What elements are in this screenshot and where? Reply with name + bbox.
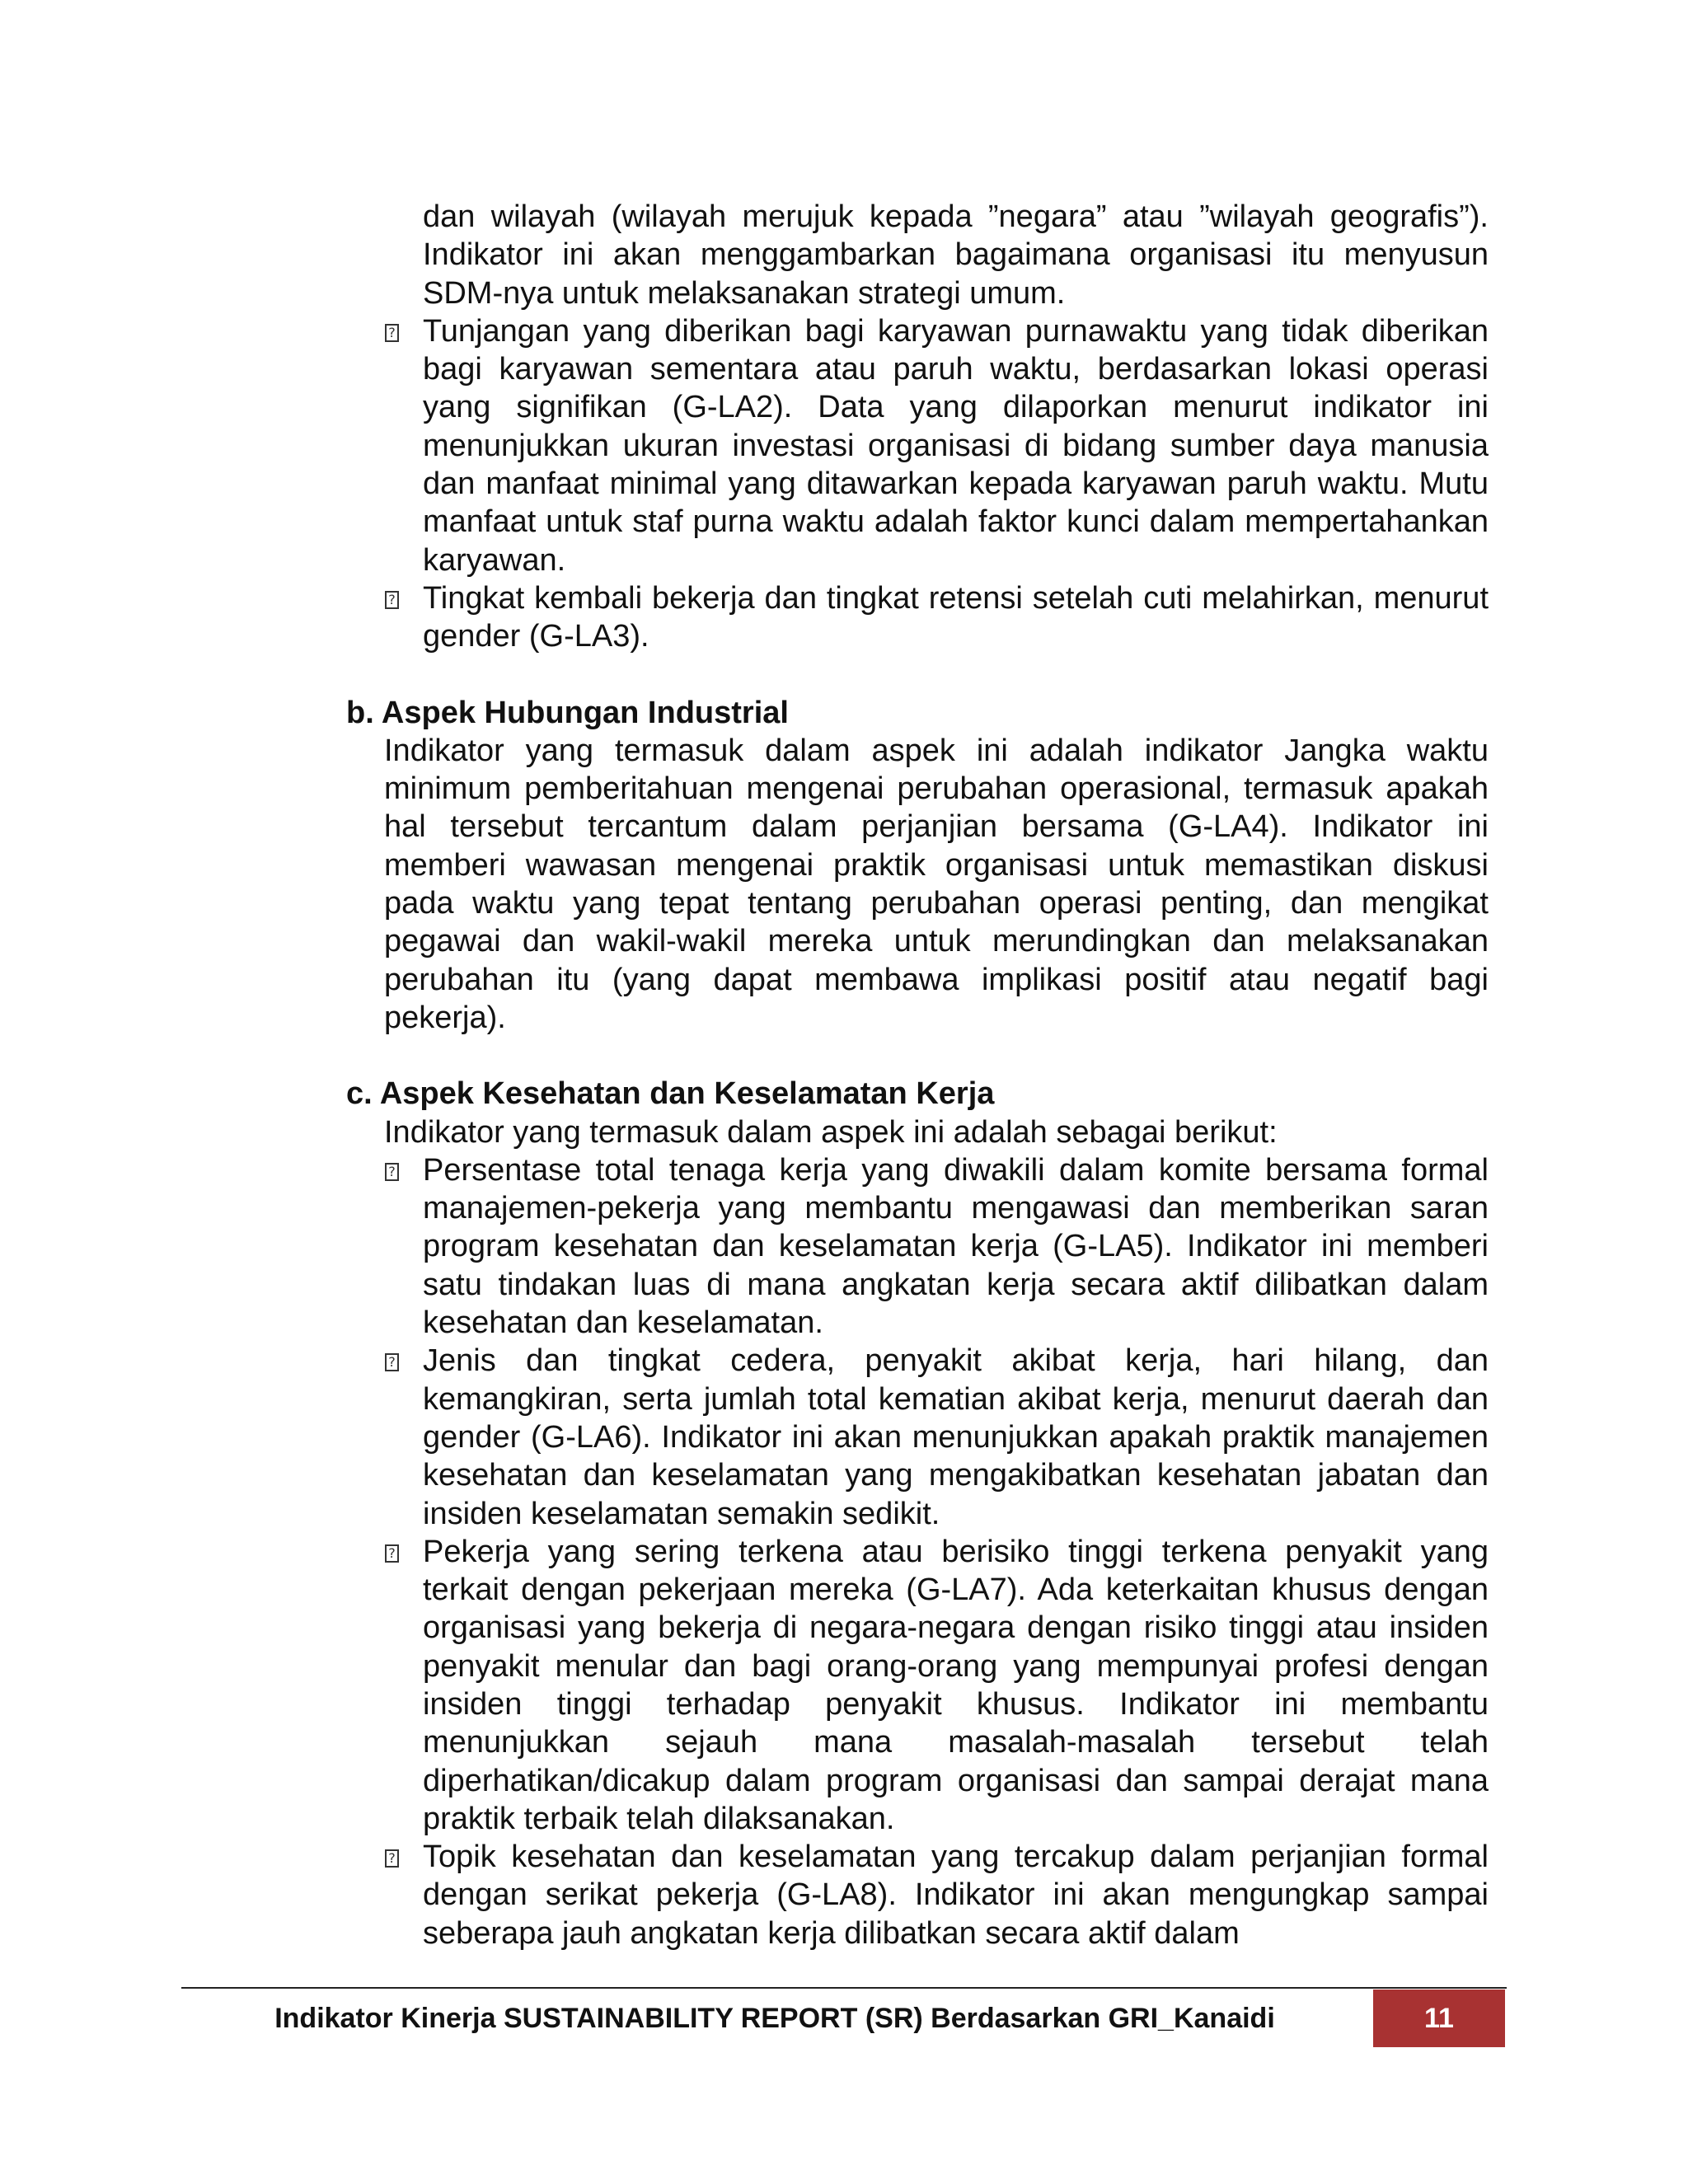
- missing-glyph-bullet-icon: [385, 1849, 399, 1868]
- list-item: [346, 1838, 1489, 1952]
- section-b: [346, 694, 1489, 1038]
- section-body: Indikator yang termasuk dalam aspek ini adalah indikator Jangka waktu minimum pemberitahuan mengenai perubahan operasional, termasuk apakah hal tersebut tercantum dalam perjanjian bersama (G-LA4). Indikator ini memberi wawasan mengenai praktik organisasi untuk memastikan diskusi pada waktu yang tepat tentang perubahan operasi penting, dan mengikat pegawai dan wakil-wakil mereka untuk merundingkan dan melaksanakan perubahan itu (yang dapat membawa implikasi positif atau negatif bagi pekerja).: [384, 733, 1489, 1035]
- bullet-list-a: [346, 312, 1489, 656]
- footer-title: Indikator Kinerja SUSTAINABILITY REPORT (SR) Berdasarkan GRI_Kanaidi: [274, 2003, 1275, 2034]
- list-item: [346, 1342, 1489, 1532]
- section-c: [346, 1075, 1489, 1952]
- missing-glyph-bullet-icon: [385, 324, 399, 342]
- bullet-list-c: [346, 1151, 1489, 1952]
- section-heading: c. Aspek Kesehatan dan Keselamatan Kerja: [346, 1076, 995, 1112]
- list-item: [346, 312, 1489, 579]
- list-item-continuation: [346, 198, 1489, 312]
- missing-glyph-bullet-icon: [385, 1163, 399, 1181]
- page-content: [346, 198, 1489, 1952]
- list-item-text: Topik kesehatan dan keselamatan yang tercakup dalam perjanjian formal dengan serikat pekerja (G-LA8). Indikator ini akan mengungkap sampai seberapa jauh angkatan kerja dilibatkan secara aktif dalam: [423, 1840, 1489, 1951]
- bullet-list-intro: [346, 198, 1489, 312]
- list-item-text: Jenis dan tingkat cedera, penyakit akibat kerja, hari hilang, dan kemangkiran, serta jumlah total kematian akibat kerja, menurut daerah dan gender (G-LA6). Indikator ini akan menunjukkan apakah praktik manajemen kesehatan dan keselamatan yang mengakibatkan kesehatan jabatan dan insiden keselamatan semakin sedikit.: [423, 1343, 1489, 1531]
- footer-divider: [181, 1987, 1507, 1989]
- list-item-text: dan wilayah (wilayah merujuk kepada ”negara” atau ”wilayah geografis”). Indikator ini akan menggambarkan bagaimana organisasi itu menyusun SDM-nya untuk melaksanakan strategi umum.: [423, 199, 1489, 311]
- list-item-text: Pekerja yang sering terkena atau berisiko tinggi terkena penyakit yang terkait dengan pekerjaan mereka (G-LA7). Ada keterkaitan khusus dengan organisasi yang bekerja di negara-negara dengan risiko tinggi atau insiden penyakit menular dan bagi orang-orang yang mempunyai profesi dengan insiden tinggi terhadap penyakit khusus. Indikator ini membantu menunjukkan sejauh mana masalah-masalah tersebut telah diperhatikan/dicakup dalam program organisasi dan sampai derajat mana praktik terbaik telah dilaksanakan.: [423, 1534, 1489, 1836]
- page-number-badge: 11: [1373, 1990, 1505, 2047]
- list-item-text: Persentase total tenaga kerja yang diwakili dalam komite bersama formal manajemen-pekerja yang membantu mengawasi dan memberikan saran program kesehatan dan keselamatan kerja (G-LA5). Indikator ini memberi satu tindakan luas di mana angkatan kerja secara aktif dilibatkan dalam kesehatan dan keselamatan.: [423, 1152, 1489, 1341]
- missing-glyph-bullet-icon: [385, 1353, 399, 1371]
- list-item: [346, 1151, 1489, 1342]
- section-heading: b. Aspek Hubungan Industrial: [346, 695, 789, 730]
- section-intro: Indikator yang termasuk dalam aspek ini adalah sebagai berikut:: [384, 1114, 1278, 1150]
- list-item: [346, 1533, 1489, 1838]
- list-item-text: Tunjangan yang diberikan bagi karyawan purnawaktu yang tidak diberikan bagi karyawan sementara atau paruh waktu, berdasarkan lokasi operasi yang signifikan (G-LA2). Data yang dilaporkan menurut indikator ini menunjukkan ukuran investasi organisasi di bidang sumber daya manusia dan manfaat minimal yang ditawarkan kepada karyawan paruh waktu. Mutu manfaat untuk staf purna waktu adalah faktor kunci dalam mempertahankan karyawan.: [423, 313, 1489, 578]
- list-item-text: Tingkat kembali bekerja dan tingkat retensi setelah cuti melahirkan, menurut gender (G-LA3).: [423, 580, 1489, 654]
- list-item: [346, 579, 1489, 656]
- missing-glyph-bullet-icon: [385, 591, 399, 609]
- missing-glyph-bullet-icon: [385, 1544, 399, 1563]
